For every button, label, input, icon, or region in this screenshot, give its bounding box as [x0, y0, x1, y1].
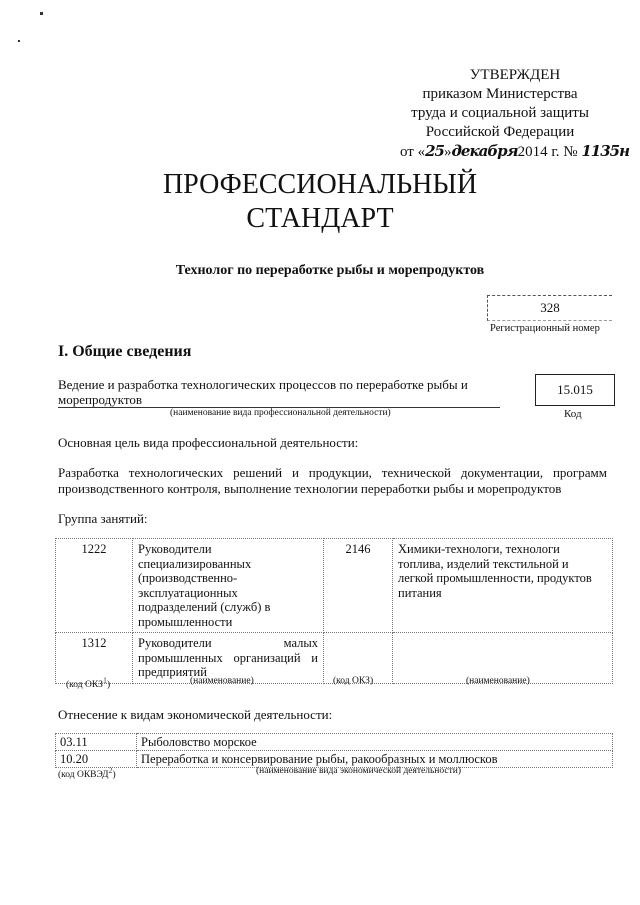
okved-table	[55, 733, 613, 768]
activity-code-box	[535, 374, 615, 406]
okz-code: 2146	[324, 539, 393, 633]
code-caption: Код	[564, 408, 582, 420]
caption-okz-code	[66, 676, 110, 690]
caption-paren: )	[106, 680, 111, 691]
approval-line: приказом Министерства	[422, 86, 578, 102]
table-row	[56, 751, 613, 768]
okved-code: 03.11	[56, 734, 137, 751]
activity-caption: (наименование вида профессиональной деятельности)	[170, 408, 391, 418]
caption-text: (код ОКЗ	[66, 680, 103, 691]
handwritten-order-number: 1135н	[581, 142, 630, 160]
approval-block	[400, 66, 630, 162]
approval-line: Российской Федерации	[425, 124, 575, 140]
okz-name: Руководители малых промышленных организаций и предприятий	[133, 633, 324, 684]
handwritten-month: декабря	[451, 142, 518, 160]
scan-mark	[40, 12, 43, 15]
registration-number: 328	[540, 300, 560, 315]
okved-code: 10.20	[56, 751, 137, 768]
activity-code: 15.015	[557, 382, 593, 397]
scan-mark	[18, 40, 20, 42]
okz-name: Руководители специализированных (производственно-эксплуатационных подразделений (служб) в промышленности	[133, 539, 324, 633]
table-row	[56, 539, 613, 633]
caption-name2: (наименование)	[466, 676, 530, 686]
handwritten-day: 25	[425, 142, 444, 160]
groups-heading: Группа занятий:	[58, 511, 148, 526]
standard-name: Технолог по переработке рыбы и морепродуктов	[175, 263, 485, 278]
registration-label: Регистрационный номер	[490, 323, 600, 334]
date-year: 2014 г. №	[517, 144, 578, 160]
caption-okved-name: (наименование вида экономической деятельности)	[256, 766, 461, 776]
approval-line: труда и социальной защиты	[411, 105, 589, 121]
table-row	[56, 734, 613, 751]
occupation-groups-table	[55, 538, 613, 684]
activity-name: Ведение и разработка технологических процессов по переработке рыбы и морепродуктов	[58, 377, 468, 407]
caption-text: (код ОКВЭД	[58, 770, 109, 781]
approval-date-line	[400, 142, 630, 162]
footnote-mark: 2	[108, 766, 113, 775]
date-prefix: от «	[400, 144, 426, 160]
econ-heading: Отнесение к видам экономической деятельности:	[58, 707, 333, 722]
okved-name: Переработка и консервирование рыбы, ракообразных и моллюсков	[137, 751, 613, 768]
goal-heading: Основная цель вида профессиональной деятельности:	[58, 435, 359, 450]
document-title-line2: СТАНДАРТ	[246, 203, 394, 234]
approval-line: УТВЕРЖДЕН	[469, 67, 561, 83]
caption-okz-code2: (код ОКЗ)	[333, 676, 374, 686]
okz-code: 1222	[56, 539, 133, 633]
document-title-line1: ПРОФЕССИОНАЛЬНЫЙ	[162, 169, 478, 200]
caption-paren: )	[112, 770, 116, 781]
okz-name: Химики-технологи, технологи топлива, изделий текстильной и легкой промышленности, продуктов питания	[393, 539, 613, 633]
date-mid: »	[443, 144, 452, 160]
section-heading: I. Общие сведения	[58, 343, 192, 360]
okved-name: Рыболовство морское	[137, 734, 613, 751]
okz-code: 1312	[56, 633, 133, 684]
goal-text: Разработка технологических решений и продукции, технической документации, программ производственного контроля, выполнение технологии переработки рыбы и морепродуктов	[58, 465, 607, 496]
caption-name: (наименование)	[190, 676, 254, 686]
footnote-mark: 1	[102, 676, 107, 685]
registration-number-box	[487, 295, 612, 321]
caption-okved-code	[58, 766, 116, 780]
